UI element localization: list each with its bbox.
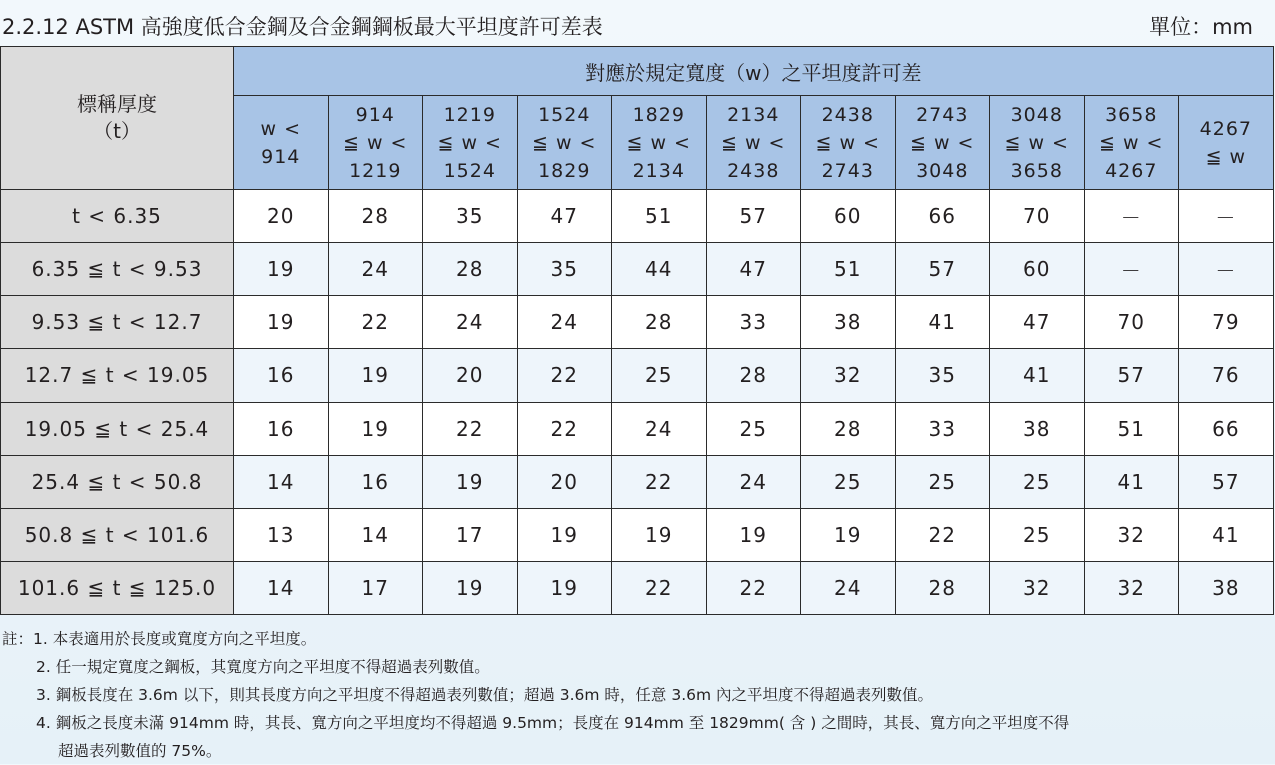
tolerance-value-cell: 14 <box>234 561 329 614</box>
tolerance-value-cell: 22 <box>328 296 423 349</box>
tolerance-value-cell: 22 <box>895 508 990 561</box>
width-column-header <box>1084 96 1179 190</box>
width-header-line: 2438 <box>727 159 780 182</box>
width-header-line: ≦ w <box>1205 145 1247 168</box>
width-column-header <box>328 96 423 190</box>
page-title: 2.2.12 ASTM 高強度低合金鋼及合金鋼鋼板最大平坦度許可差表 <box>2 15 603 39</box>
width-column-header <box>801 96 896 190</box>
tolerance-value-cell: 16 <box>234 349 329 402</box>
tolerance-value-cell: 19 <box>423 455 518 508</box>
note-item-1 <box>2 625 1262 653</box>
tolerance-value-cell: 25 <box>706 402 801 455</box>
tolerance-value-cell: 25 <box>895 455 990 508</box>
tolerance-value-cell: 57 <box>895 243 990 296</box>
width-group-header: 對應於規定寬度（w）之平坦度許可差 <box>234 47 1274 96</box>
width-header-line: 1829 <box>538 159 591 182</box>
table-row <box>1 508 1274 561</box>
width-header-line: 2438 <box>821 103 874 126</box>
tolerance-value-cell: 14 <box>328 508 423 561</box>
tolerance-value-cell: 41 <box>895 296 990 349</box>
tolerance-value-cell: 28 <box>895 561 990 614</box>
width-header-line: 4267 <box>1199 117 1252 140</box>
tolerance-value-cell: － <box>1084 190 1179 243</box>
width-header-line: 4267 <box>1105 159 1158 182</box>
thickness-range-label: 25.4 ≦ t < 50.8 <box>1 455 234 508</box>
tolerance-value-cell: 51 <box>801 243 896 296</box>
unit-label: 單位：mm <box>1149 15 1253 39</box>
width-column-header <box>612 96 707 190</box>
width-header-line: 1524 <box>538 103 591 126</box>
tolerance-value-cell: 79 <box>1179 296 1274 349</box>
width-header-line: 2134 <box>632 159 685 182</box>
tolerance-value-cell: 24 <box>423 296 518 349</box>
width-header-line: 3658 <box>1105 103 1158 126</box>
tolerance-value-cell: 22 <box>612 561 707 614</box>
tolerance-value-cell: － <box>1179 243 1274 296</box>
width-header-line: w < <box>260 117 301 140</box>
thickness-range-label: t < 6.35 <box>1 190 234 243</box>
width-header-line: 1829 <box>632 103 685 126</box>
note-text-1: 1. 本表適用於長度或寬度方向之平坦度。 <box>33 630 317 648</box>
note-item-4-continuation: 超過表列數值的 75%。 <box>58 742 222 760</box>
tolerance-value-cell: 19 <box>517 508 612 561</box>
tolerance-value-cell: 41 <box>990 349 1085 402</box>
tolerance-value-cell: 57 <box>706 190 801 243</box>
tolerance-value-cell: 19 <box>517 561 612 614</box>
tolerance-value-cell: 22 <box>706 561 801 614</box>
width-header-line: ≦ w < <box>626 131 691 154</box>
tolerance-value-cell: 25 <box>801 455 896 508</box>
width-header-line: 3048 <box>916 159 969 182</box>
width-header-line: ≦ w < <box>1099 131 1164 154</box>
tolerance-value-cell: 35 <box>517 243 612 296</box>
tolerance-value-cell: 32 <box>990 561 1085 614</box>
width-header-line: 914 <box>261 145 301 168</box>
tolerance-value-cell: 28 <box>801 402 896 455</box>
tolerance-value-cell: － <box>1179 190 1274 243</box>
tolerance-value-cell: 19 <box>234 296 329 349</box>
thickness-range-label: 50.8 ≦ t < 101.6 <box>1 508 234 561</box>
width-header-line: ≦ w < <box>721 131 786 154</box>
tolerance-value-cell: 22 <box>517 349 612 402</box>
tolerance-value-cell: 38 <box>801 296 896 349</box>
tolerance-value-cell: 19 <box>234 243 329 296</box>
width-header-line: 2743 <box>916 103 969 126</box>
width-header-line: 914 <box>355 103 395 126</box>
notes-prefix: 註： <box>2 630 34 648</box>
tolerance-value-cell: 24 <box>612 402 707 455</box>
tolerance-value-cell: 38 <box>1179 561 1274 614</box>
tolerance-value-cell: 20 <box>234 190 329 243</box>
tolerance-value-cell: 24 <box>517 296 612 349</box>
tolerance-value-cell: 19 <box>706 508 801 561</box>
width-header-line: ≦ w < <box>437 131 502 154</box>
tolerance-value-cell: 41 <box>1084 455 1179 508</box>
thickness-range-label: 6.35 ≦ t < 9.53 <box>1 243 234 296</box>
tolerance-value-cell: 16 <box>234 402 329 455</box>
tolerance-value-cell: 38 <box>990 402 1085 455</box>
width-header-line: ≦ w < <box>910 131 975 154</box>
tolerance-value-cell: 17 <box>423 508 518 561</box>
tolerance-value-cell: 20 <box>423 349 518 402</box>
tolerance-value-cell: 47 <box>706 243 801 296</box>
width-column-header <box>895 96 990 190</box>
tolerance-value-cell: 51 <box>612 190 707 243</box>
tolerance-value-cell: 16 <box>328 455 423 508</box>
tolerance-value-cell: 32 <box>1084 508 1179 561</box>
tolerance-value-cell: 19 <box>801 508 896 561</box>
tolerance-value-cell: 35 <box>423 190 518 243</box>
tolerance-value-cell: 35 <box>895 349 990 402</box>
table-row <box>1 190 1274 243</box>
table-row <box>1 296 1274 349</box>
thickness-range-label: 19.05 ≦ t < 25.4 <box>1 402 234 455</box>
width-header-line: 2134 <box>727 103 780 126</box>
tolerance-value-cell: 70 <box>990 190 1085 243</box>
tolerance-value-cell: 14 <box>234 455 329 508</box>
table-body <box>1 190 1274 615</box>
tolerance-value-cell: 70 <box>1084 296 1179 349</box>
flatness-tolerance-table <box>0 46 1274 615</box>
note-item-2: 2. 任一規定寬度之鋼板，其寬度方向之平坦度不得超過表列數值。 <box>36 658 490 676</box>
tolerance-value-cell: 33 <box>895 402 990 455</box>
thickness-range-label: 12.7 ≦ t < 19.05 <box>1 349 234 402</box>
thickness-header-symbol: （t） <box>93 119 141 143</box>
table-row <box>1 561 1274 614</box>
tolerance-value-cell: 33 <box>706 296 801 349</box>
tolerance-value-cell: 25 <box>612 349 707 402</box>
tolerance-value-cell: 66 <box>1179 402 1274 455</box>
width-header-line: 1219 <box>349 159 402 182</box>
tolerance-value-cell: 17 <box>328 561 423 614</box>
tolerance-value-cell: 19 <box>328 349 423 402</box>
tolerance-value-cell: 32 <box>801 349 896 402</box>
note-item-4: 4. 鋼板之長度未滿 914mm 時，其長、寬方向之平坦度均不得超過 9.5mm；長度在 914mm 至 1829mm( 含 ) 之間時，其長、寬方向之平坦度不得 <box>36 714 1070 732</box>
table-row <box>1 349 1274 402</box>
tolerance-value-cell: 28 <box>612 296 707 349</box>
thickness-range-label: 9.53 ≦ t < 12.7 <box>1 296 234 349</box>
tolerance-value-cell: 66 <box>895 190 990 243</box>
tolerance-value-cell: 47 <box>990 296 1085 349</box>
width-header-line: ≦ w < <box>815 131 880 154</box>
table-row <box>1 402 1274 455</box>
width-header-line: ≦ w < <box>343 131 408 154</box>
width-column-header <box>1179 96 1274 190</box>
tolerance-value-cell: 13 <box>234 508 329 561</box>
tolerance-value-cell: 44 <box>612 243 707 296</box>
width-column-header <box>234 96 329 190</box>
note-item-3: 3. 鋼板長度在 3.6m 以下，則其長度方向之平坦度不得超過表列數值；超過 3.6m 時，任意 3.6m 內之平坦度不得超過表列數值。 <box>36 686 934 704</box>
tolerance-value-cell: 28 <box>328 190 423 243</box>
tolerance-value-cell: 24 <box>801 561 896 614</box>
tolerance-value-cell: 57 <box>1179 455 1274 508</box>
width-header-line: 2743 <box>821 159 874 182</box>
tolerance-value-cell: 22 <box>612 455 707 508</box>
tolerance-value-cell: 25 <box>990 455 1085 508</box>
tolerance-value-cell: 24 <box>706 455 801 508</box>
tolerance-value-cell: 51 <box>1084 402 1179 455</box>
tolerance-value-cell: 20 <box>517 455 612 508</box>
width-column-header <box>517 96 612 190</box>
tolerance-value-cell: 28 <box>706 349 801 402</box>
tolerance-value-cell: 19 <box>612 508 707 561</box>
tolerance-value-cell: 22 <box>423 402 518 455</box>
notes-section <box>2 625 1262 765</box>
tolerance-value-cell: 47 <box>517 190 612 243</box>
width-column-header <box>423 96 518 190</box>
thickness-header-label: 標稱厚度 <box>77 92 157 116</box>
width-header-line: ≦ w < <box>532 131 597 154</box>
tolerance-value-cell: 32 <box>1084 561 1179 614</box>
thickness-column-header <box>1 47 234 190</box>
tolerance-value-cell: 41 <box>1179 508 1274 561</box>
thickness-range-label: 101.6 ≦ t ≦ 125.0 <box>1 561 234 614</box>
tolerance-value-cell: 19 <box>328 402 423 455</box>
width-header-line: ≦ w < <box>1004 131 1069 154</box>
tolerance-value-cell: 19 <box>423 561 518 614</box>
tolerance-value-cell: 57 <box>1084 349 1179 402</box>
tolerance-value-cell: 22 <box>517 402 612 455</box>
tolerance-value-cell: 60 <box>801 190 896 243</box>
table-row <box>1 243 1274 296</box>
width-column-header <box>990 96 1085 190</box>
width-header-line: 3048 <box>1010 103 1063 126</box>
tolerance-value-cell: 24 <box>328 243 423 296</box>
table-row <box>1 455 1274 508</box>
width-column-header <box>706 96 801 190</box>
tolerance-value-cell: 28 <box>423 243 518 296</box>
tolerance-value-cell: 25 <box>990 508 1085 561</box>
width-header-line: 1524 <box>443 159 496 182</box>
width-header-line: 1219 <box>443 103 496 126</box>
tolerance-value-cell: － <box>1084 243 1179 296</box>
width-header-line: 3658 <box>1010 159 1063 182</box>
tolerance-value-cell: 76 <box>1179 349 1274 402</box>
tolerance-value-cell: 60 <box>990 243 1085 296</box>
